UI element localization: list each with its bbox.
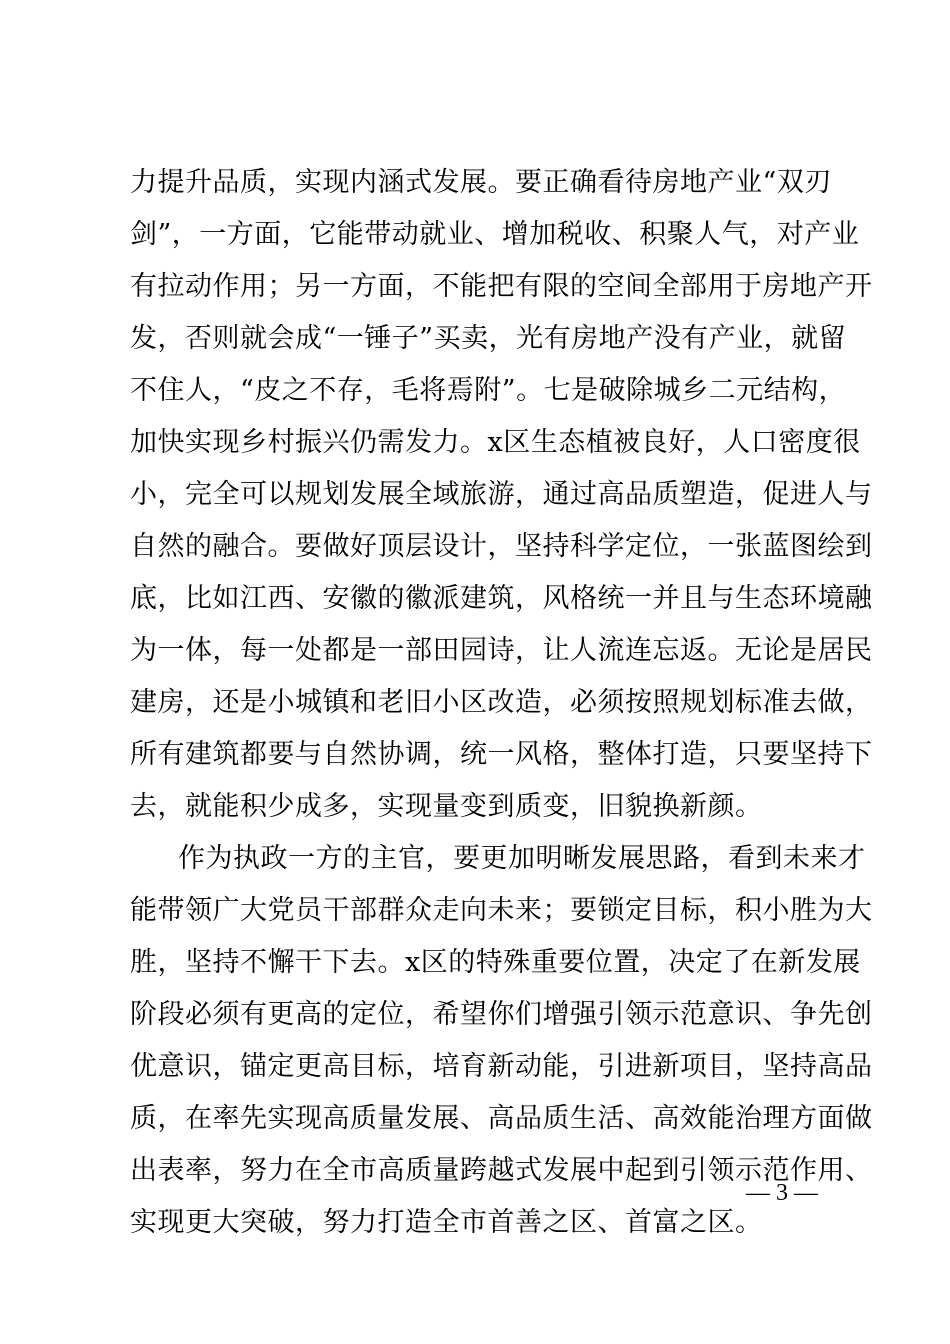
text-line: 阶段必须有更高的定位，希望你们增强引领示范意识、争先创 [130,999,873,1030]
text-line: 力提升品质，实现内涵式发展。要正确看待房地产业“双刃 [130,167,832,198]
text-line: 发，否则就会成“一锤子”买卖，光有房地产没有产业，就留 [130,323,847,354]
text-line: 所有建筑都要与自然协调，统一风格，整体打造，只要坚持下 [130,739,873,770]
text-line: 去，就能积少成多，实现量变到质变，旧貌换新颜。 [130,791,763,822]
text-line: 自然的融合。要做好顶层设计，坚持科学定位，一张蓝图绘到 [130,531,873,562]
text-line: 加快实现乡村振兴仍需发力。x区生态植被良好，人口密度很 [130,427,861,458]
text-line: 质，在率先实现高质量发展、高品质生活、高效能治理方面做 [130,1103,873,1134]
text-line: 优意识，锚定更高目标，培育新动能，引进新项目，坚持高品 [130,1051,873,1082]
page-number: — 3 — [746,1180,818,1206]
text-line: 剑”，一方面，它能带动就业、增加税收、积聚人气，对产业 [130,219,860,250]
text-line: 实现更大突破，努力打造全市首善之区、首富之区。 [130,1207,763,1238]
text-line: 有拉动作用；另一方面，不能把有限的空间全部用于房地产开 [130,271,873,302]
text-line: 小，完全可以规划发展全域旅游，通过高品质塑造，促进人与 [130,479,873,510]
text-line: 出表率，努力在全市高质量跨越式发展中起到引领示范作用、 [130,1155,873,1186]
text-line: 能带领广大党员干部群众走向未来；要锁定目标，积小胜为大 [130,895,873,926]
text-line: 不住人，“皮之不存，毛将焉附”。七是破除城乡二元结构， [130,375,847,406]
text-line: 建房，还是小城镇和老旧小区改造，必须按照规划标准去做， [130,687,873,718]
text-line: 为一体，每一处都是一部田园诗，让人流连忘返。无论是居民 [130,635,873,666]
text-line: 作为执政一方的主官，要更加明晰发展思路，看到未来才 [178,843,866,874]
text-line: 胜，坚持不懈干下去。x区的特殊重要位置，决定了在新发展 [130,947,861,978]
text-line: 底，比如江西、安徽的徽派建筑，风格统一并且与生态环境融 [130,583,873,614]
